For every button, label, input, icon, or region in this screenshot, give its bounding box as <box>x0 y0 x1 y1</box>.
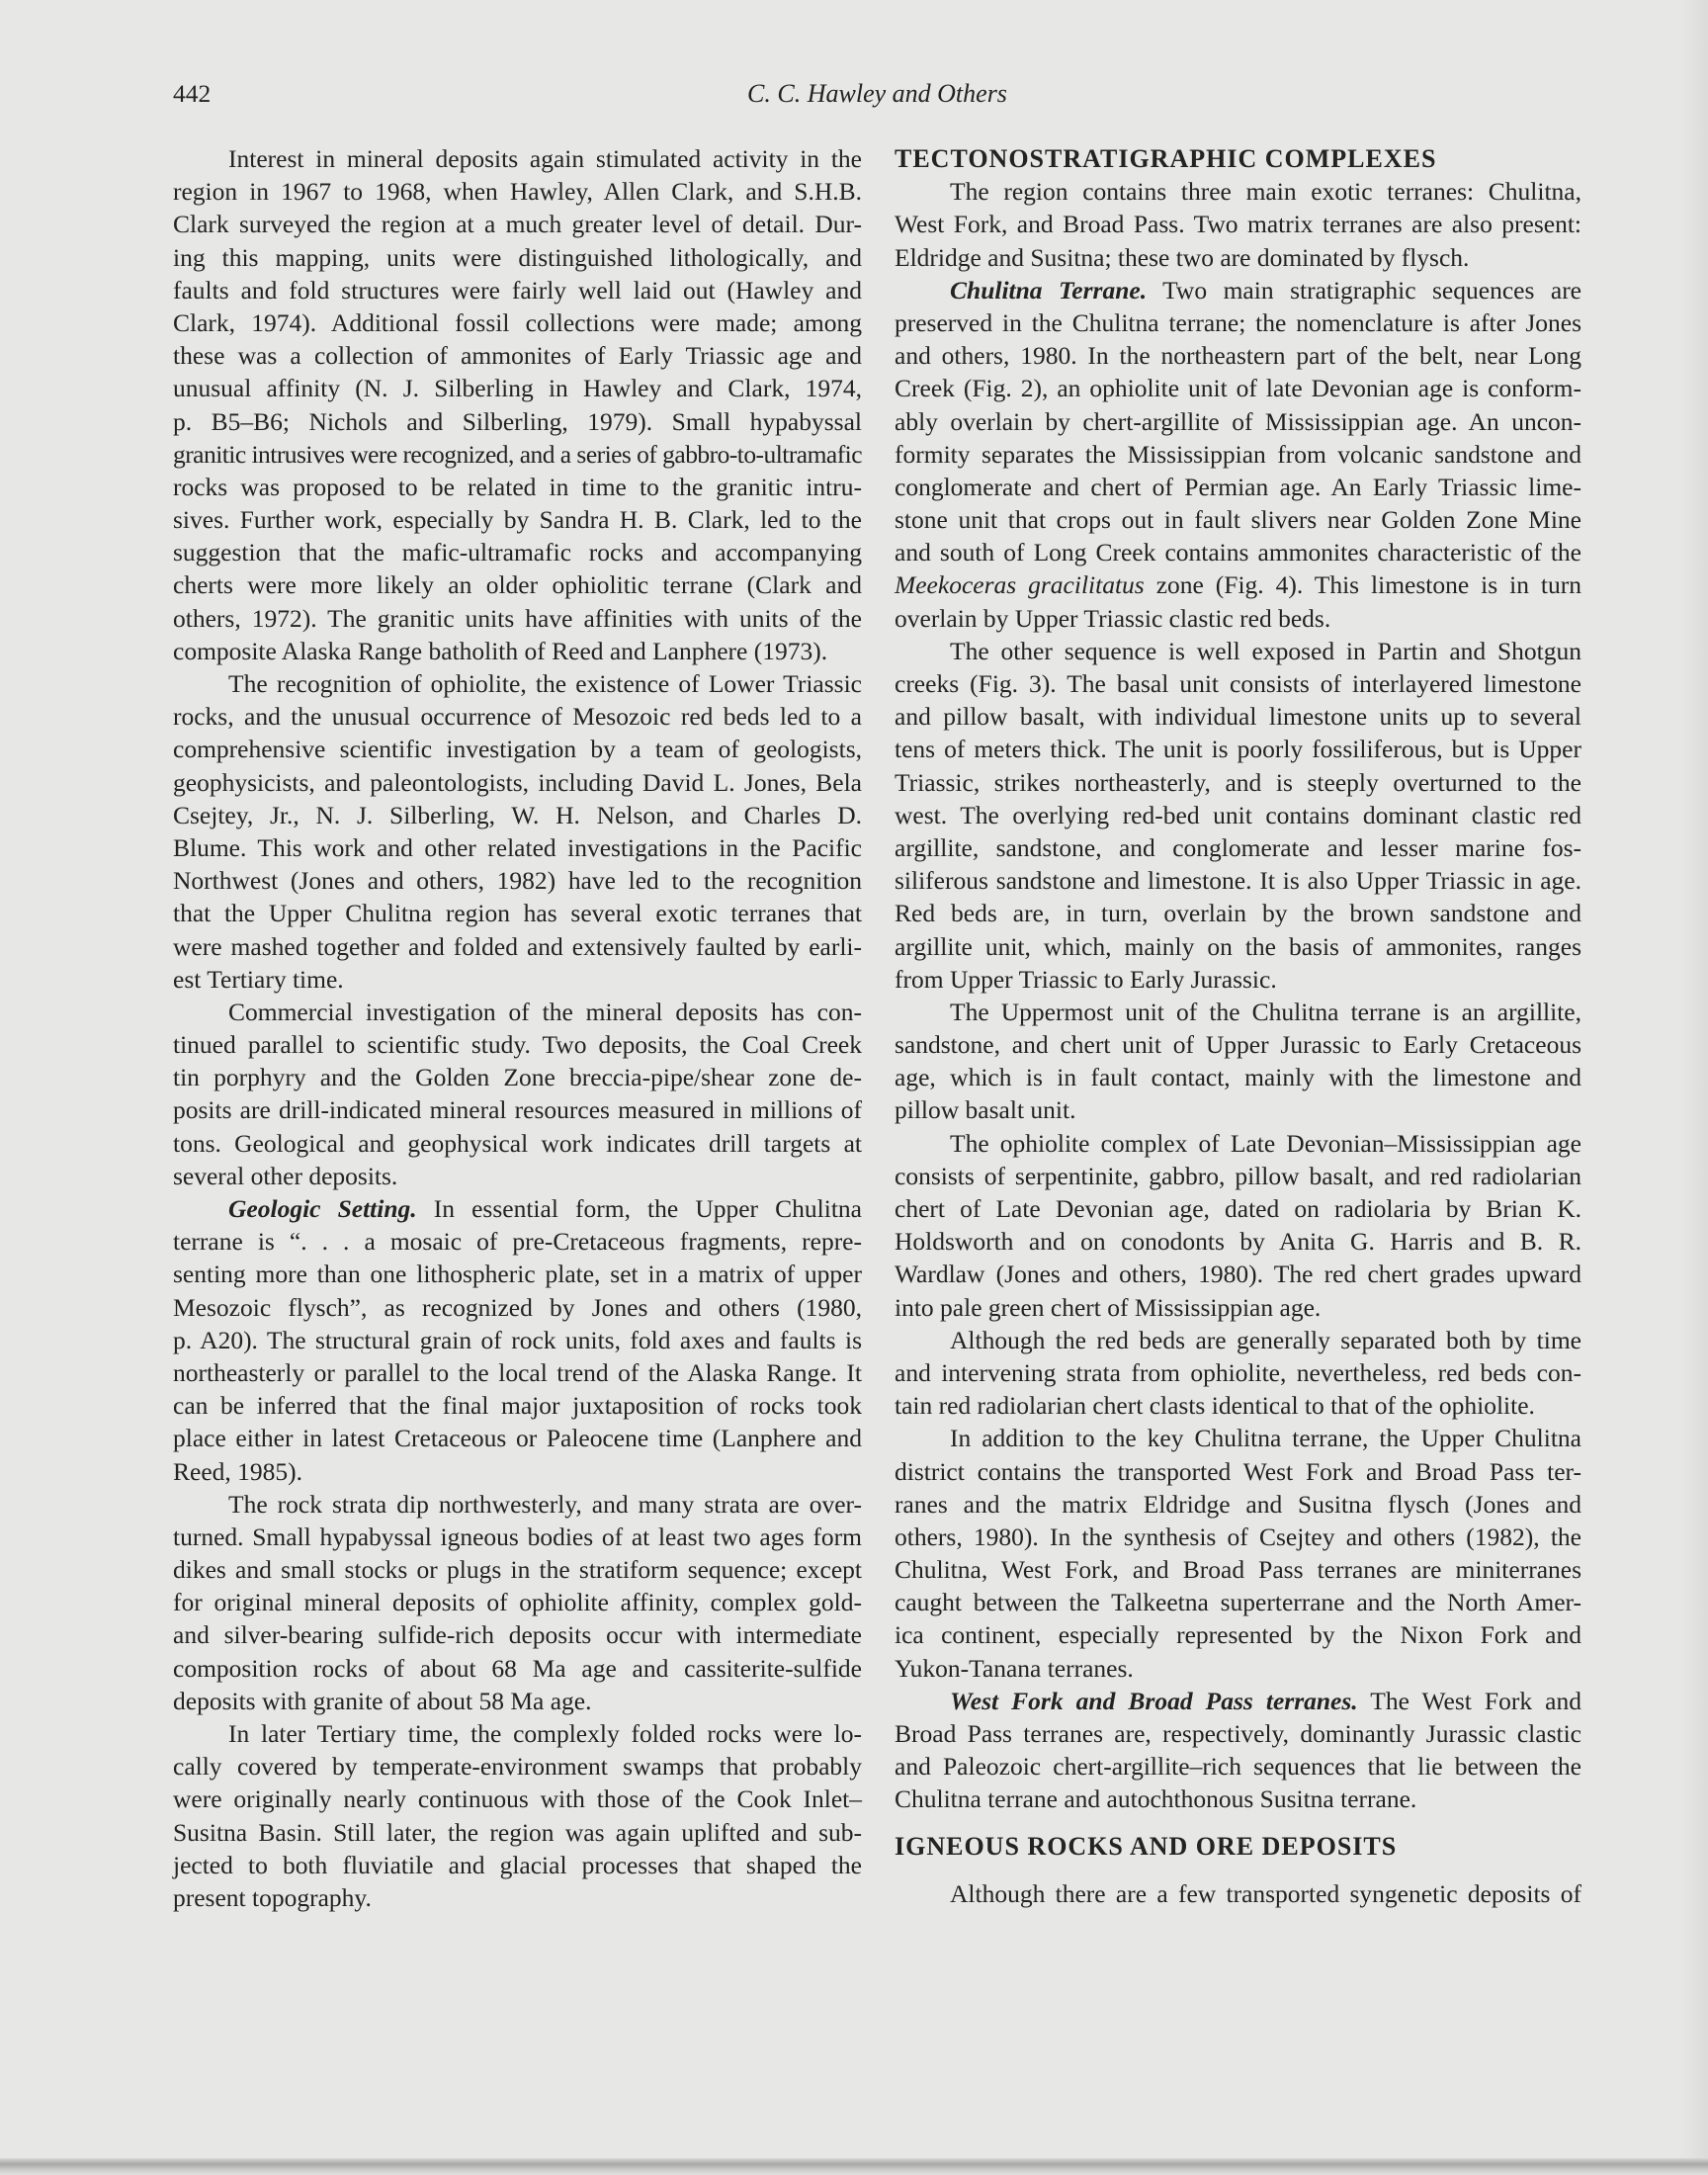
text-line <box>173 1455 862 1488</box>
text-line <box>895 1750 1581 1783</box>
line-text: Clark, 1974). Additional fossil collections were made; among <box>173 307 862 337</box>
line-text: place either in latest Cretaceous or Paleocene time (Lanphere and <box>173 1424 862 1453</box>
line-text: siliferous sandstone and limestone. It is also Upper Triassic in age. <box>895 866 1581 896</box>
line-text: est Tertiary time. <box>173 964 344 994</box>
text-line <box>173 700 862 733</box>
text-line <box>173 667 862 700</box>
text-line <box>173 1192 862 1225</box>
text-line <box>173 1061 862 1093</box>
text-line <box>173 536 862 568</box>
line-text: Mesozoic flysch”, as recognized by Jones and others (1980, <box>173 1292 862 1322</box>
line-text: Csejtey, Jr., N. J. Silberling, W. H. Nelson, and Charles D. <box>173 800 862 829</box>
line-text: Creek (Fig. 2), an ophiolite unit of late Devonian age is conform- <box>895 374 1581 403</box>
scan-right-edge <box>1680 0 1708 2175</box>
line-text: present topography. <box>173 1882 372 1912</box>
line-text: conglomerate and chert of Permian age. An Early Triassic lime- <box>895 472 1581 501</box>
text-line <box>895 274 1581 306</box>
line-text: tin porphyry and the Golden Zone breccia-pipe/shear zone de- <box>173 1063 862 1092</box>
line-text: terrane is “. . . a mosaic of pre-Cretaceous fragments, repre- <box>173 1227 862 1257</box>
text-line <box>895 1225 1581 1258</box>
text-line <box>173 1685 862 1717</box>
run-in-heading: Geologic Setting. <box>228 1194 417 1223</box>
line-text: region in 1967 to 1968, when Hawley, Allen Clark, and S.H.B. <box>173 177 862 207</box>
line-text: district contains the transported West Fork and Broad Pass ter- <box>895 1456 1581 1486</box>
text-line <box>895 996 1581 1028</box>
line-text: Triassic, strikes northeasterly, and is steeply overturned to the <box>895 767 1581 797</box>
text-line <box>173 1521 862 1553</box>
line-text: tain red radiolarian chert clasts identical to that of the ophiolite. <box>895 1391 1535 1421</box>
line-text: dikes and small stocks or plugs in the stratiform sequence; except <box>173 1555 862 1585</box>
text-line <box>895 536 1581 568</box>
line-text: Blume. This work and other related investigations in the Pacific <box>173 832 862 862</box>
line-text: and intervening strata from ophiolite, nevertheless, red beds con- <box>895 1357 1581 1387</box>
text-line <box>895 602 1581 635</box>
line-text: faults and fold structures were fairly well laid out (Hawley and <box>173 275 862 304</box>
text-line <box>895 208 1581 240</box>
line-text: unusual affinity (N. J. Silberling in Hawley and Clark, 1974, <box>173 374 862 403</box>
text-line <box>895 766 1581 799</box>
text-line <box>895 635 1581 667</box>
line-text: Yukon-Tanana terranes. <box>895 1653 1134 1683</box>
paragraph <box>895 1422 1581 1685</box>
line-text: that the Upper Chulitna region has several exotic terranes that <box>173 899 862 928</box>
paragraph <box>173 1717 862 1914</box>
text-line <box>173 1356 862 1389</box>
line-text: Susitna Basin. Still later, the region was again uplifted and sub- <box>173 1817 862 1847</box>
text-line <box>895 1783 1581 1815</box>
text-line <box>895 667 1581 700</box>
line-text: stone unit that crops out in fault slivers near Golden Zone Mine <box>895 505 1581 535</box>
text-line <box>895 1028 1581 1061</box>
text-line <box>173 766 862 799</box>
text-line <box>173 1258 862 1290</box>
text-line <box>895 1324 1581 1356</box>
paragraph <box>895 1877 1581 1910</box>
line-text: ing this mapping, units were distinguished lithologically, and <box>173 242 862 272</box>
section-heading <box>895 1830 1581 1863</box>
text-line <box>173 1389 862 1422</box>
line-text: several other deposits. <box>173 1161 398 1190</box>
text-line <box>173 503 862 536</box>
running-head: C. C. Hawley and Others <box>747 79 1007 108</box>
line-text: cally covered by temperate-environment swamps that probably <box>173 1752 862 1782</box>
line-text: tons. Geological and geophysical work indicates drill targets at <box>173 1128 862 1158</box>
line-text: In addition to the key Chulitna terrane, the Upper Chulitna <box>950 1424 1581 1453</box>
line-text: jected to both fluviatile and glacial processes that shaped the <box>173 1850 862 1879</box>
text-line <box>895 1652 1581 1685</box>
text-line <box>895 930 1581 963</box>
text-line <box>895 1685 1581 1717</box>
text-line <box>173 1127 862 1160</box>
text-line <box>173 1816 862 1849</box>
line-text: argillite unit, which, mainly on the basis of ammonites, ranges <box>895 931 1581 961</box>
line-text: can be inferred that the final major juxtaposition of rocks took <box>173 1391 862 1421</box>
text-line <box>895 831 1581 864</box>
text-line <box>895 1389 1581 1422</box>
text-line <box>173 1422 862 1454</box>
line-text: IGNEOUS ROCKS AND ORE DEPOSITS <box>895 1831 1398 1861</box>
line-text: Northwest (Jones and others, 1982) have led to the recognition <box>173 866 862 896</box>
text-line <box>895 1422 1581 1454</box>
line-text: and Paleozoic chert-argillite–rich sequences that lie between the <box>895 1752 1581 1782</box>
text-line <box>173 1291 862 1324</box>
line-text: cherts were more likely an older ophiolitic terrane (Clark and <box>173 570 862 600</box>
text-line <box>173 372 862 404</box>
text-line <box>895 1356 1581 1389</box>
text-line <box>173 142 862 175</box>
line-text: northeasterly or parallel to the local trend of the Alaska Range. It <box>173 1357 862 1387</box>
text-line <box>173 864 862 897</box>
paragraph <box>173 667 862 996</box>
text-line <box>895 339 1581 372</box>
text-line <box>895 405 1581 438</box>
paragraph <box>895 274 1581 635</box>
line-text: caught between the Talkeetna superterrane and the North Amer- <box>895 1588 1581 1617</box>
line-text: senting more than one lithospheric plate, set in a matrix of upper <box>173 1260 862 1289</box>
line-text: ably overlain by chert-argillite of Mississippian age. An uncon- <box>895 406 1581 436</box>
line-text: creeks (Fig. 3). The basal unit consists of interlayered limestone <box>895 669 1581 698</box>
line-text: suggestion that the mafic-ultramafic rocks and accompanying <box>173 538 862 567</box>
line-text: into pale green chert of Mississippian age. <box>895 1292 1322 1322</box>
line-text: these was a collection of ammonites of Early Triassic age and <box>173 341 862 371</box>
paragraph <box>173 1488 862 1717</box>
paragraph <box>173 1192 862 1488</box>
text-line <box>173 733 862 765</box>
text-line <box>173 1618 862 1651</box>
line-text: and others, 1980. In the northeastern part of the belt, near Long <box>895 341 1581 371</box>
text-line <box>173 1324 862 1356</box>
line-text: for original mineral deposits of ophiolite affinity, complex gold- <box>173 1588 862 1617</box>
text-line <box>173 208 862 240</box>
text-line <box>173 274 862 306</box>
text-line <box>895 568 1581 601</box>
text-line <box>173 996 862 1028</box>
line-text: The Uppermost unit of the Chulitna terrane is an argillite, <box>950 997 1581 1026</box>
line-text: and silver-bearing sulfide-rich deposits occur with intermediate <box>173 1620 862 1650</box>
line-text: west. The overlying red-bed unit contains dominant clastic red <box>895 800 1581 829</box>
line-text: rocks was proposed to be related in time to the granitic intru- <box>173 472 862 501</box>
text-line <box>895 700 1581 733</box>
paragraph <box>895 1127 1581 1324</box>
right-column <box>895 142 1581 1910</box>
left-column <box>173 142 862 1914</box>
line-text: Although there are a few transported syngenetic deposits of <box>950 1878 1581 1908</box>
section-heading <box>895 142 1581 175</box>
line-text: Wardlaw (Jones and others, 1980). The red chert grades upward <box>895 1260 1581 1289</box>
text-line <box>173 1881 862 1914</box>
text-line <box>895 799 1581 831</box>
paragraph <box>895 1685 1581 1816</box>
paragraph <box>895 996 1581 1127</box>
paragraph <box>173 142 862 667</box>
text-line <box>173 1783 862 1815</box>
line-text: Reed, 1985). <box>173 1456 303 1486</box>
line-text: Although the red beds are generally separated both by time <box>950 1325 1581 1354</box>
page-number: 442 <box>173 79 212 108</box>
text-line <box>895 1553 1581 1586</box>
line-text: Eldridge and Susitna; these two are dominated by flysch. <box>895 242 1470 272</box>
line-text: formity separates the Mississippian from volcanic sandstone and <box>895 439 1581 469</box>
italic-term: Meekoceras gracilitatus <box>895 570 1145 600</box>
text-line <box>173 241 862 274</box>
line-text: In essential form, the Upper Chulitna <box>416 1194 862 1223</box>
text-line <box>895 1061 1581 1093</box>
text-line <box>173 1028 862 1061</box>
line-text: were originally nearly continuous with those of the Cook Inlet– <box>173 1784 862 1814</box>
text-line <box>895 1127 1581 1160</box>
line-text: Two main stratigraphic sequences are <box>1147 275 1582 304</box>
line-text: chert of Late Devonian age, dated on radiolaria by Brian K. <box>895 1194 1581 1223</box>
line-text: argillite, sandstone, and conglomerate and lesser marine fos- <box>895 832 1581 862</box>
line-text: In later Tertiary time, the complexly folded rocks were lo- <box>228 1719 862 1748</box>
text-line <box>895 438 1581 471</box>
paragraph <box>173 996 862 1192</box>
text-line <box>173 963 862 996</box>
text-line <box>173 405 862 438</box>
text-line <box>895 1618 1581 1651</box>
line-text: sives. Further work, especially by Sandra H. B. Clark, led to the <box>173 505 862 535</box>
text-line <box>895 471 1581 503</box>
line-text: The other sequence is well exposed in Partin and Shotgun <box>950 636 1581 665</box>
text-line <box>895 1291 1581 1324</box>
text-line <box>895 897 1581 929</box>
text-line <box>895 733 1581 765</box>
text-line <box>173 1717 862 1750</box>
line-text: turned. Small hypabyssal igneous bodies of at least two ages form <box>173 1522 862 1551</box>
line-text: geophysicists, and paleontologists, including David L. Jones, Bela <box>173 767 862 797</box>
text-line <box>173 602 862 635</box>
line-text: deposits with granite of about 58 Ma age. <box>173 1686 592 1715</box>
text-line <box>895 175 1581 208</box>
line-text: tens of meters thick. The unit is poorly fossiliferous, but is Upper <box>895 735 1581 764</box>
text-line <box>173 1225 862 1258</box>
line-text: Commercial investigation of the mineral deposits has con- <box>228 997 862 1026</box>
text-line <box>173 339 862 372</box>
line-text: were mashed together and folded and extensively faulted by earli- <box>173 931 862 961</box>
line-text: p. B5–B6; Nichols and Silberling, 1979). Small hypabyssal <box>173 406 862 436</box>
text-line <box>895 963 1581 996</box>
line-text: composite Alaska Range batholith of Reed and Lanphere (1973). <box>173 636 828 665</box>
line-text: zone (Fig. 4). This limestone is in turn <box>1144 570 1581 600</box>
text-line <box>895 372 1581 404</box>
text-line <box>895 1258 1581 1290</box>
text-line <box>173 799 862 831</box>
text-line <box>173 897 862 929</box>
line-text: Broad Pass terranes are, respectively, dominantly Jurassic clastic <box>895 1719 1581 1748</box>
line-text: consists of serpentinite, gabbro, pillow basalt, and red radiolarian <box>895 1161 1581 1190</box>
line-text: tinued parallel to scientific study. Two deposits, the Coal Creek <box>173 1030 862 1060</box>
text-line <box>895 1455 1581 1488</box>
line-text: ica continent, especially represented by the Nixon Fork and <box>895 1620 1581 1650</box>
run-in-heading: West Fork and Broad Pass terranes. <box>950 1686 1358 1715</box>
line-text: Red beds are, in turn, overlain by the brown sandstone and <box>895 899 1581 928</box>
line-text: TECTONOSTRATIGRAPHIC COMPLEXES <box>895 144 1437 173</box>
line-text: age, which is in fault contact, mainly with the limestone and <box>895 1063 1581 1092</box>
text-line <box>173 438 862 471</box>
run-in-heading: Chulitna Terrane. <box>950 275 1148 304</box>
text-line <box>173 306 862 339</box>
line-text: pillow basalt unit. <box>895 1095 1076 1125</box>
text-line <box>173 1093 862 1126</box>
heading-text <box>895 142 1581 175</box>
text-line <box>895 1586 1581 1618</box>
scan-bottom-edge <box>0 2158 1708 2175</box>
text-line <box>173 175 862 208</box>
line-text: The rock strata dip northwesterly, and many strata are over- <box>228 1489 862 1519</box>
text-line <box>173 635 862 667</box>
text-line <box>895 1488 1581 1521</box>
line-text: rocks, and the unusual occurrence of Mesozoic red beds led to a <box>173 702 862 732</box>
text-line <box>173 1553 862 1586</box>
text-line <box>173 1750 862 1783</box>
line-text: The ophiolite complex of Late Devonian–Mississippian age <box>950 1128 1581 1158</box>
line-text: from Upper Triassic to Early Jurassic. <box>895 964 1277 994</box>
line-text: Interest in mineral deposits again stimulated activity in the <box>228 144 862 173</box>
text-line <box>173 471 862 503</box>
line-text: sandstone, and chert unit of Upper Jurassic to Early Cretaceous <box>895 1030 1581 1060</box>
line-text: Clark surveyed the region at a much greater level of detail. Dur- <box>173 210 862 239</box>
line-text: posits are drill-indicated mineral resources measured in millions of <box>173 1095 862 1125</box>
text-line <box>173 1488 862 1521</box>
line-text: p. A20). The structural grain of rock units, fold axes and faults is <box>173 1325 862 1354</box>
line-text: The West Fork and <box>1357 1686 1581 1715</box>
text-line <box>895 864 1581 897</box>
text-line <box>173 930 862 963</box>
text-line <box>895 1521 1581 1553</box>
line-text: Holdsworth and on conodonts by Anita G. Harris and B. R. <box>895 1227 1581 1257</box>
text-line <box>895 1192 1581 1225</box>
text-line <box>173 1652 862 1685</box>
text-line <box>895 1160 1581 1192</box>
paragraph <box>895 1324 1581 1423</box>
line-text: The recognition of ophiolite, the existence of Lower Triassic <box>228 669 862 698</box>
text-line <box>173 568 862 601</box>
line-text: composition rocks of about 68 Ma age and cassiterite-sulfide <box>173 1653 862 1683</box>
text-line <box>173 1160 862 1192</box>
line-text: preserved in the Chulitna terrane; the nomenclature is after Jones <box>895 307 1581 337</box>
line-text: The region contains three main exotic terranes: Chulitna, <box>950 177 1581 207</box>
text-line <box>895 241 1581 274</box>
text-line <box>173 831 862 864</box>
line-text: granitic intrusives were recognized, and a series of gabbro-to-ultramafic <box>173 439 862 469</box>
heading-text <box>895 1830 1581 1863</box>
text-line <box>895 1717 1581 1750</box>
text-line <box>895 1877 1581 1910</box>
line-text: and pillow basalt, with individual limestone units up to several <box>895 702 1581 732</box>
line-text: overlain by Upper Triassic clastic red beds. <box>895 603 1331 633</box>
text-line <box>173 1586 862 1618</box>
line-text: others, 1980). In the synthesis of Csejtey and others (1982), the <box>895 1522 1581 1551</box>
text-line <box>173 1849 862 1881</box>
line-text: Chulitna, West Fork, and Broad Pass terranes are miniterranes <box>895 1555 1581 1585</box>
line-text: Chulitna terrane and autochthonous Susitna terrane. <box>895 1784 1417 1814</box>
line-text: comprehensive scientific investigation by a team of geologists, <box>173 735 862 764</box>
text-line <box>895 306 1581 339</box>
text-line <box>895 1093 1581 1126</box>
line-text: West Fork, and Broad Pass. Two matrix terranes are also present: <box>895 210 1581 239</box>
paragraph <box>895 635 1581 996</box>
paragraph <box>895 175 1581 274</box>
line-text: ranes and the matrix Eldridge and Susitna flysch (Jones and <box>895 1489 1581 1519</box>
text-line <box>895 503 1581 536</box>
line-text: and south of Long Creek contains ammonites characteristic of the <box>895 538 1581 567</box>
line-text: others, 1972). The granitic units have affinities with units of the <box>173 603 862 633</box>
